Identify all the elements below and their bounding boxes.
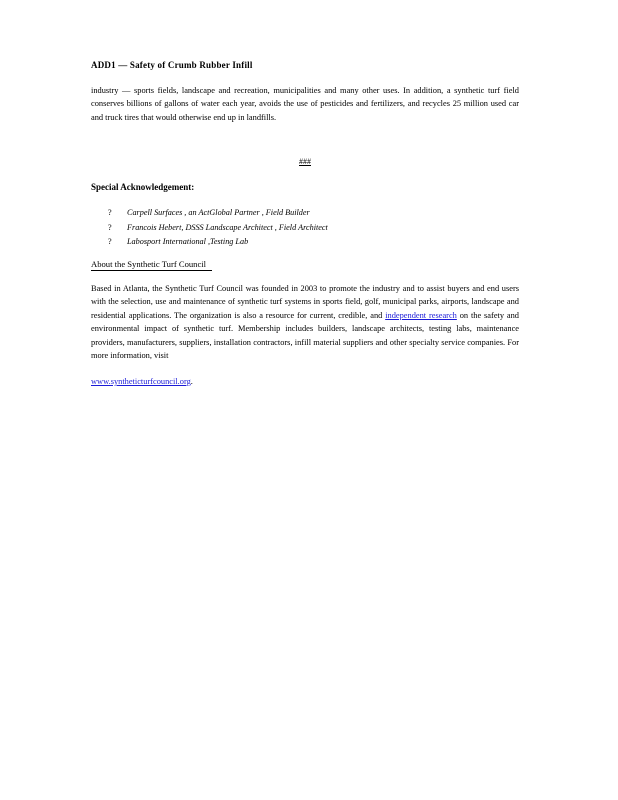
about-paragraph	[91, 282, 519, 362]
about-text-continued: on the safety and environmental impact of synthetic turf. Membership includes builders, landscape architects, testing labs, maintenance providers, manufacturers, suppliers, installation contractors, infill material suppliers and other specialty service companies. For more information, visit	[91, 310, 519, 361]
bullet-icon: ?	[108, 222, 112, 232]
bullet-icon: ?	[108, 237, 112, 246]
bullet-icon: ?	[108, 208, 112, 217]
website-link[interactable]: www.syntheticturfcouncil.org	[91, 377, 191, 386]
acknowledgement-item: Carpell Surfaces , an ActGlobal Partner , Field Builder	[127, 208, 310, 217]
acknowledgement-item: Francois Hebert, DSSS Landscape Architect , Field Architect	[127, 222, 328, 232]
independent-research-link[interactable]: independent research	[385, 310, 457, 320]
about-text: Based in Atlanta, the Synthetic Turf Council was founded in 2003 to promote the industry and to assist buyers and end users with the selection, use and maintenance of synthetic turf systems in sports field, golf, municipal parks, airports, landscape and residential applications. The organization is also a resource for current, credible, and	[91, 284, 519, 320]
section-separator: ###	[299, 157, 311, 166]
acknowledgement-item: Labosport International ,Testing Lab	[127, 237, 249, 246]
list-item	[108, 206, 328, 221]
about-heading: About the Synthetic Turf Council	[91, 259, 212, 271]
url-suffix: .	[190, 377, 193, 386]
page-header: ADD1 — Safety of Crumb Rubber Infill	[91, 60, 253, 70]
acknowledgement-list	[108, 206, 328, 250]
intro-paragraph: industry — sports fields, landscape and recreation, municipalities and many other uses. In addition, a synthetic turf field conserves billions of gallons of water each year, avoids the use of pesticides and fertilizers, and recycles 25 million used car and truck tires that would otherwise end up in landfills.	[91, 86, 519, 122]
website-line	[91, 377, 193, 386]
acknowledgement-heading: Special Acknowledgement:	[91, 182, 195, 192]
list-item	[108, 235, 328, 250]
list-item	[108, 221, 328, 236]
